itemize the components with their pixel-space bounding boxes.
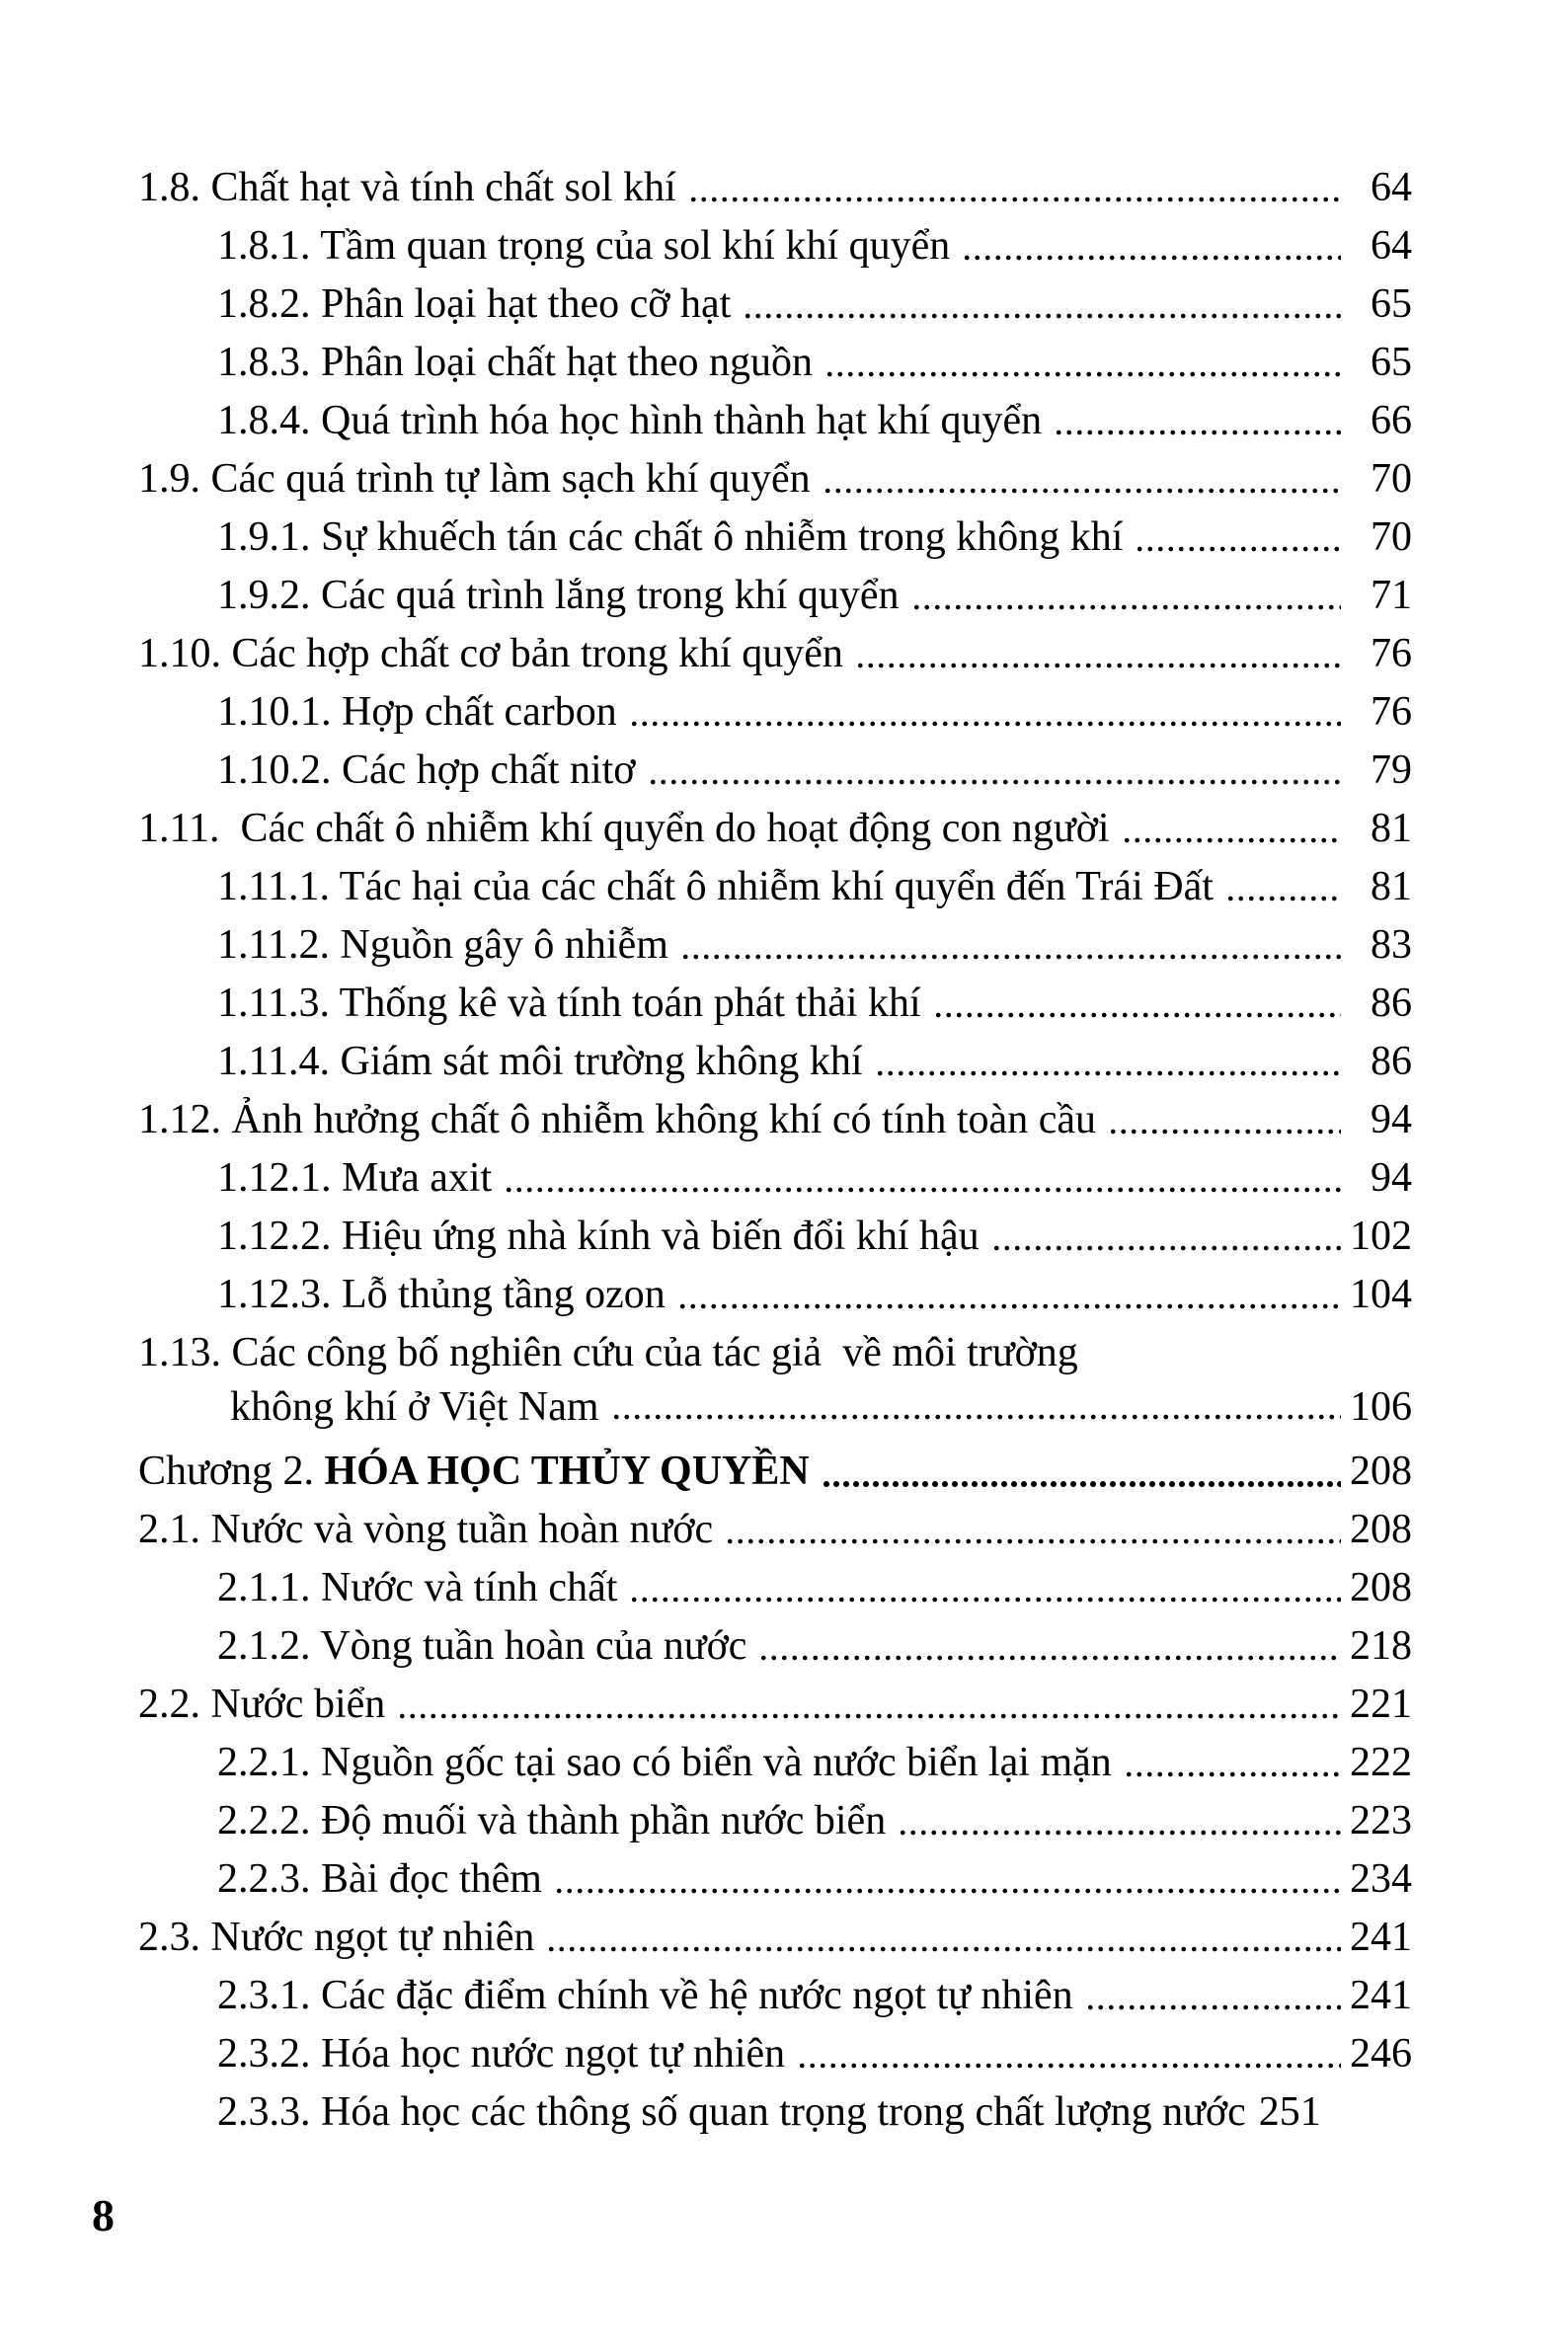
dotted-leader bbox=[823, 334, 1341, 392]
toc-entry-label: 1.10. Các hợp chất cơ bản trong khí quyển bbox=[138, 631, 843, 676]
dotted-leader bbox=[686, 159, 1341, 217]
chapter-title: HÓA HỌC THỦY QUYỀN bbox=[324, 1449, 810, 1494]
toc-entry bbox=[138, 1559, 1412, 1617]
dotted-leader bbox=[1122, 1734, 1341, 1792]
toc-entry-label: 1.10.2. Các hợp chất nitơ bbox=[217, 747, 636, 793]
page-number: 81 bbox=[1371, 864, 1412, 909]
page-number: 64 bbox=[1371, 165, 1412, 210]
page-number: 70 bbox=[1371, 456, 1412, 502]
footer-page-number: 8 bbox=[92, 2190, 115, 2240]
toc-entry-label: 1.9.1. Sự khuếch tán các chất ô nhiễm trong không khí bbox=[217, 514, 1124, 560]
dotted-leader bbox=[896, 1792, 1341, 1850]
toc-entry bbox=[138, 1850, 1412, 1909]
dotted-leader bbox=[931, 975, 1341, 1033]
toc-entry-label: 2.3. Nước ngọt tự nhiên bbox=[138, 1915, 535, 1960]
page-number: 66 bbox=[1371, 398, 1412, 443]
page-number: 246 bbox=[1350, 2031, 1412, 2077]
toc-entry bbox=[138, 1792, 1412, 1850]
toc-entry-label: 1.11.2. Nguồn gây ô nhiễm bbox=[217, 922, 668, 968]
dotted-leader bbox=[960, 217, 1341, 275]
page-number: 94 bbox=[1371, 1155, 1412, 1201]
page-number: 76 bbox=[1371, 689, 1412, 735]
dotted-leader bbox=[795, 2025, 1341, 2083]
toc-entry bbox=[138, 1266, 1412, 1324]
page-number: 79 bbox=[1371, 747, 1412, 793]
toc-entry-label: 2.1.2. Vòng tuần hoàn của nước bbox=[217, 1623, 747, 1669]
dotted-leader bbox=[723, 1501, 1341, 1559]
page-number: 86 bbox=[1371, 1039, 1412, 1084]
toc-entry-label: 2.2.3. Bài đọc thêm bbox=[217, 1856, 542, 1902]
toc-entry-label: 1.12.3. Lỗ thủng tầng ozon bbox=[217, 1272, 666, 1317]
page-number: 241 bbox=[1350, 1973, 1412, 2018]
toc-entry bbox=[138, 1091, 1412, 1149]
toc-entry-label: 2.2.1. Nguồn gốc tại sao có biển và nước biển lại mặn bbox=[217, 1740, 1112, 1785]
toc-entry bbox=[138, 683, 1412, 742]
toc-entry bbox=[138, 916, 1412, 975]
page-number: 208 bbox=[1350, 1449, 1412, 1494]
toc-entry-label: 1.8.1. Tầm quan trọng của sol khí khí quyển bbox=[217, 223, 951, 269]
toc-entry bbox=[138, 1909, 1412, 1967]
toc-entry bbox=[138, 1033, 1412, 1091]
toc-entry bbox=[138, 1443, 1412, 1501]
toc-entry bbox=[138, 1501, 1412, 1559]
page-number: 94 bbox=[1371, 1097, 1412, 1142]
toc-entry bbox=[138, 1676, 1412, 1734]
page-number: 104 bbox=[1350, 1272, 1412, 1317]
toc-entry-label: 2.3.1. Các đặc điểm chính về hệ nước ngọt tự nhiên bbox=[217, 1973, 1073, 2018]
toc-entry bbox=[138, 2025, 1412, 2083]
toc-entry-label: 1.11.4. Giám sát môi trường không khí bbox=[217, 1039, 863, 1084]
page-number: 218 bbox=[1350, 1623, 1412, 1669]
toc-entry-label: 1.12. Ảnh hưởng chất ô nhiễm không khí có tính toàn cầu bbox=[138, 1097, 1096, 1142]
page-number: 83 bbox=[1371, 922, 1412, 968]
page-number: 223 bbox=[1350, 1798, 1412, 1843]
toc-entry-label: 1.9. Các quá trình tự làm sạch khí quyển bbox=[138, 456, 811, 502]
toc-list bbox=[138, 0, 1412, 2142]
toc-entry bbox=[138, 159, 1412, 217]
toc-entry bbox=[138, 1208, 1412, 1266]
dotted-leader bbox=[820, 1443, 1341, 1501]
dotted-leader bbox=[989, 1208, 1341, 1266]
toc-entry-label: 1.10.1. Hợp chất carbon bbox=[217, 689, 617, 735]
toc-entry bbox=[138, 1967, 1412, 2025]
page-number: 208 bbox=[1350, 1565, 1412, 1610]
dotted-leader bbox=[853, 625, 1341, 683]
dotted-leader bbox=[552, 1850, 1341, 1909]
toc-entry bbox=[138, 1617, 1412, 1676]
toc-entry-label: 1.8.3. Phân loại chất hạt theo nguồn bbox=[217, 340, 814, 385]
toc-entry bbox=[138, 858, 1412, 916]
page-number: 241 bbox=[1350, 1915, 1412, 1960]
toc-entry-label: 1.8.2. Phân loại hạt theo cỡ hạt bbox=[217, 281, 732, 327]
dotted-leader bbox=[627, 683, 1341, 742]
toc-entry bbox=[138, 625, 1412, 683]
toc-entry-label: 2.2.2. Độ muối và thành phần nước biển bbox=[217, 1798, 887, 1843]
toc-entry bbox=[138, 1382, 1412, 1433]
toc-entry-label: 2.2. Nước biển bbox=[138, 1682, 386, 1727]
toc-entry bbox=[138, 1149, 1412, 1208]
toc-entry bbox=[138, 800, 1412, 858]
dotted-leader bbox=[544, 1909, 1341, 1967]
page-number: 222 bbox=[1350, 1740, 1412, 1785]
dotted-leader bbox=[502, 1149, 1341, 1208]
page-number: 106 bbox=[1350, 1384, 1412, 1430]
dotted-leader bbox=[627, 1559, 1341, 1617]
page-number: 102 bbox=[1350, 1214, 1412, 1259]
page-number: 65 bbox=[1371, 281, 1412, 327]
toc-entry-label: không khí ở Việt Nam bbox=[230, 1384, 599, 1430]
toc-entry bbox=[138, 334, 1412, 392]
toc-entry bbox=[138, 975, 1412, 1033]
dotted-leader bbox=[756, 1617, 1341, 1676]
dotted-leader bbox=[675, 1266, 1341, 1324]
dotted-leader bbox=[1052, 392, 1341, 450]
page-number: 86 bbox=[1371, 980, 1412, 1026]
toc-entry bbox=[138, 275, 1412, 334]
toc-entry-label: 1.9.2. Các quá trình lắng trong khí quyển bbox=[217, 573, 900, 618]
toc-entry bbox=[138, 450, 1412, 509]
dotted-leader bbox=[395, 1676, 1341, 1734]
page-number: 64 bbox=[1371, 223, 1412, 269]
toc-entry bbox=[138, 392, 1412, 450]
toc-entry-label: 2.3.3. Hóa học các thông số quan trọng trong chất lượng nước bbox=[217, 2089, 1246, 2135]
toc-entry-label: 2.1.1. Nước và tính chất bbox=[217, 1565, 618, 1610]
page-number: 234 bbox=[1350, 1856, 1412, 1902]
dotted-leader bbox=[609, 1382, 1341, 1433]
dotted-leader bbox=[1120, 800, 1341, 858]
dotted-leader bbox=[1133, 509, 1341, 567]
toc-entry-label: 1.12.1. Mưa axit bbox=[217, 1155, 493, 1201]
toc-entry-label: 1.12.2. Hiệu ứng nhà kính và biến đổi khí hậu bbox=[217, 1214, 980, 1259]
page-number: 65 bbox=[1371, 340, 1412, 385]
toc-entry bbox=[138, 2083, 1412, 2142]
toc-entry-label: 1.8.4. Quá trình hóa học hình thành hạt khí quyển bbox=[217, 398, 1043, 443]
dotted-leader bbox=[821, 450, 1341, 509]
toc-entry bbox=[138, 1324, 1412, 1382]
page-number: 70 bbox=[1371, 514, 1412, 560]
page-number: 251 bbox=[1258, 2089, 1321, 2135]
toc-entry-label: 1.8. Chất hạt và tính chất sol khí bbox=[138, 165, 676, 210]
toc-entry bbox=[138, 1734, 1412, 1792]
toc-entry bbox=[138, 217, 1412, 275]
dotted-leader bbox=[873, 1033, 1341, 1091]
dotted-leader bbox=[1083, 1967, 1341, 2025]
toc-entry-label: 1.11.1. Tác hại của các chất ô nhiễm khí quyển đến Trái Đất bbox=[217, 864, 1214, 909]
toc-entry bbox=[138, 742, 1412, 800]
toc-entry-label: 2.1. Nước và vòng tuần hoàn nước bbox=[138, 1507, 714, 1552]
toc-entry-label: 1.11.3. Thống kê và tính toán phát thải khí bbox=[217, 980, 921, 1026]
page-number: 81 bbox=[1371, 806, 1412, 851]
dotted-leader bbox=[1106, 1091, 1341, 1149]
page-number: 221 bbox=[1350, 1682, 1412, 1727]
toc-entry bbox=[138, 567, 1412, 625]
toc-entry-label: 2.3.2. Hóa học nước ngọt tự nhiên bbox=[217, 2031, 786, 2077]
dotted-leader bbox=[741, 275, 1341, 334]
dotted-leader bbox=[909, 567, 1341, 625]
dotted-leader bbox=[678, 916, 1341, 975]
toc-entry bbox=[138, 509, 1412, 567]
page-number: 76 bbox=[1371, 631, 1412, 676]
page-number: 71 bbox=[1371, 573, 1412, 618]
toc-entry-label: 1.13. Các công bố nghiên cứu của tác giả về môi trường bbox=[138, 1330, 1078, 1375]
chapter-prefix: Chương 2. bbox=[138, 1449, 325, 1494]
dotted-leader bbox=[1223, 858, 1341, 916]
page-number: 208 bbox=[1350, 1507, 1412, 1552]
dotted-leader bbox=[646, 742, 1341, 800]
toc-entry-label: 1.11. Các chất ô nhiễm khí quyển do hoạt động con người bbox=[138, 806, 1110, 851]
